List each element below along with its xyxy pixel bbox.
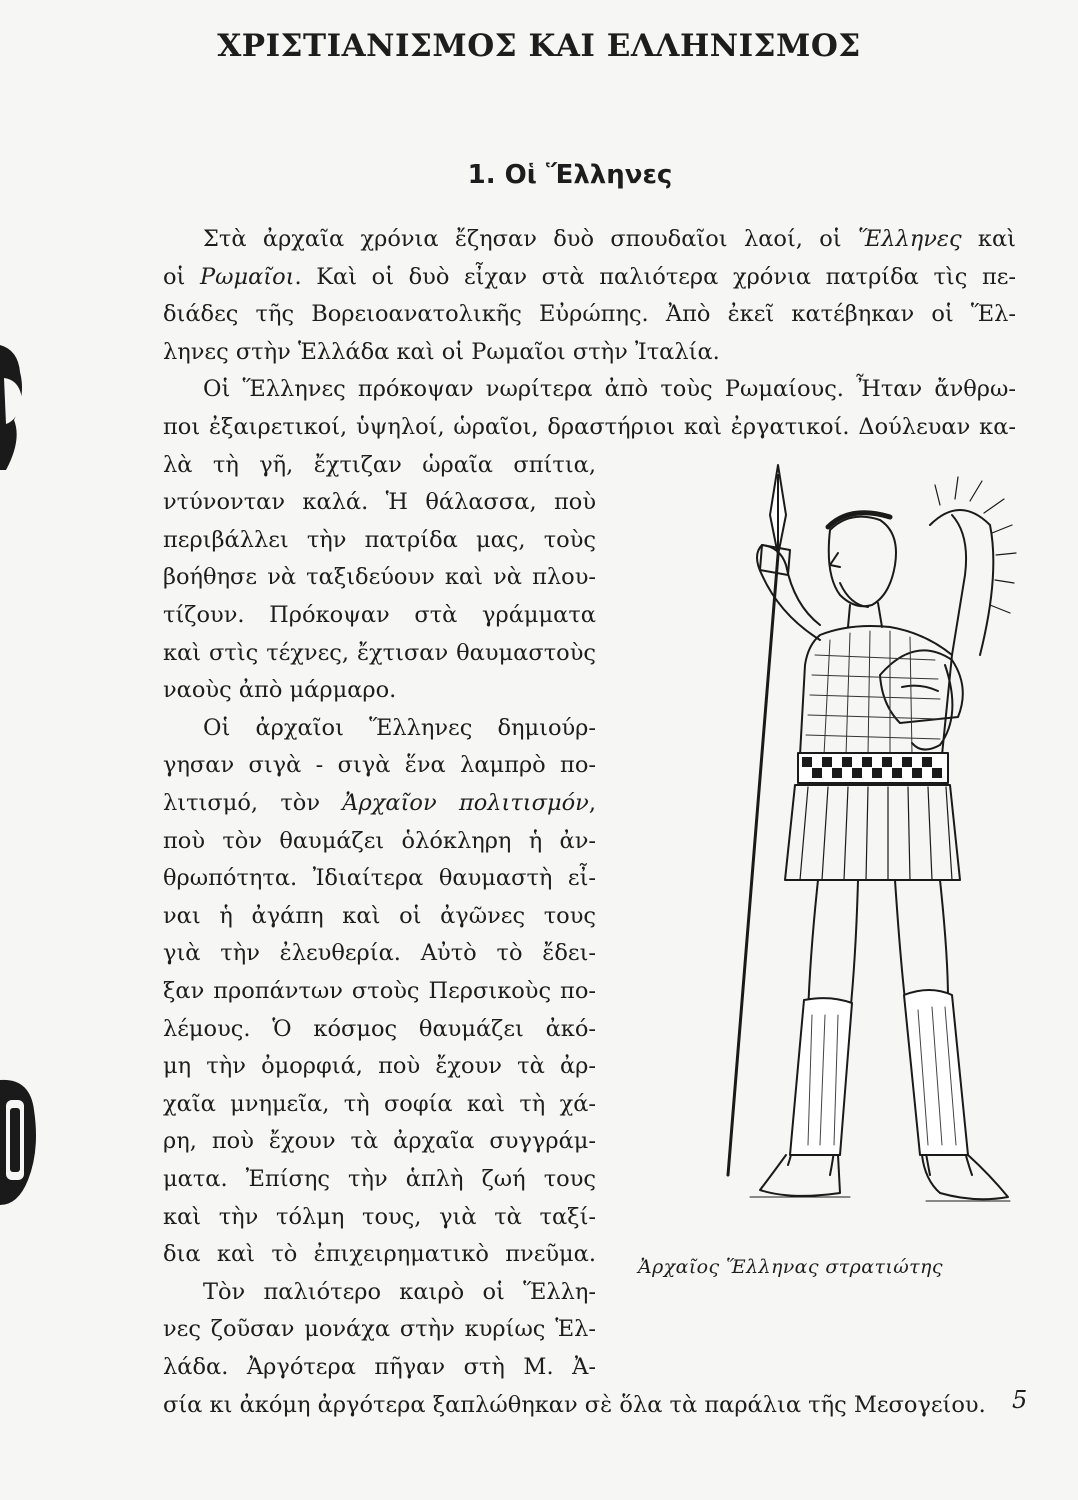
text-line [163, 600, 596, 630]
text-segment: λιτισμό, τὸν [163, 790, 343, 816]
text-segment: δια καὶ τὸ ἐπιχειρηματικὸ πνεῦμα. [163, 1241, 596, 1268]
text-segment: τίζουν. Πρόκοψαν στὰ γράμματα [163, 602, 596, 628]
text-line [163, 1390, 1016, 1420]
text-line [163, 1089, 596, 1119]
text-line [163, 1126, 596, 1156]
text-segment: καὶ τὴν τόλμη τους, γιὰ τὰ ταξί- [163, 1203, 596, 1230]
text-segment: ρη, ποὺ ἔχουν τὰ ἀρχαῖα συγγράμ- [163, 1128, 596, 1155]
text-line [163, 826, 596, 856]
text-line [203, 374, 1016, 404]
text-segment: θρωπότητα. Ἰδιαίτερα θαυμαστὴ εἶ- [163, 865, 596, 892]
text-line [163, 750, 596, 780]
text-segment: . Καὶ οἱ δυὸ εἶχαν στὰ παλιότερα χρόνια πατρίδα τὶς πε- [294, 263, 1016, 290]
text-segment: καὶ στὶς τέχνες, ἔχτισαν θαυμαστοὺς [163, 639, 596, 666]
text-line [163, 450, 596, 480]
text-segment: ποι ἐξαιρετικοί, ὑψηλοί, ὡραῖοι, δραστήριοι καὶ ἐργατικοί. Δούλευαν κα- [163, 414, 1016, 440]
text-segment: ματα. Ἐπίσης τὴν ἁπλὴ ζωή τους [163, 1166, 596, 1192]
text-segment: Οἱ Ἕλληνες πρόκοψαν νωρίτερα ἀπὸ τοὺς Ρωμαίους. Ἦταν ἄνθρω- [203, 376, 1016, 403]
text-line [163, 675, 596, 705]
text-segment: ληνες στὴν Ἑλλάδα καὶ οἱ Ρωμαῖοι στὴν Ἰταλία. [163, 338, 720, 365]
text-line [163, 638, 596, 668]
text-segment: ποὺ τὸν θαυμάζει ὁλόκληρη ἡ ἀν- [163, 827, 596, 854]
text-segment: γιὰ τὴν ἐλευθερία. Αὐτὸ τὸ ἔδει- [163, 940, 596, 967]
text-segment: Ἀρχαῖον πολιτισμόν [342, 790, 589, 816]
figure-caption: Ἀρχαῖος Ἕλληνας στρατιώτης [638, 1256, 943, 1278]
text-line [163, 1164, 596, 1194]
text-segment: λάδα. Ἀργότερα πῆγαν στὴ Μ. Ἀ- [163, 1354, 596, 1380]
text-line [163, 788, 596, 818]
text-line [203, 224, 1016, 254]
text-segment: βοήθησε νὰ ταξιδεύουν καὶ νὰ πλου- [163, 564, 596, 591]
ancient-greek-soldier-illustration [690, 455, 1020, 1235]
text-line [163, 1051, 596, 1081]
text-line [203, 1277, 596, 1307]
chapter-title: ΧΡΙΣΤΙΑΝΙΣΜΟΣ ΚΑΙ ΕΛΛΗΝΙΣΜΟΣ [217, 28, 861, 64]
text-line [163, 1202, 596, 1232]
text-line [163, 938, 596, 968]
text-segment: Οἱ ἀρχαῖοι Ἕλληνες δημιούρ- [203, 714, 596, 741]
text-line [163, 901, 596, 931]
text-segment: λέμους. Ὁ κόσμος θαυμάζει ἀκό- [163, 1015, 596, 1042]
text-segment: , [588, 790, 596, 816]
text-line [163, 337, 1016, 367]
text-segment: γησαν σιγὰ - σιγὰ ἕνα λαμπρὸ πο- [163, 752, 596, 779]
text-line [163, 525, 596, 555]
text-line [163, 487, 596, 517]
text-line [163, 412, 1016, 442]
text-line [163, 863, 596, 893]
text-segment: ναι ἡ ἀγάπη καὶ οἱ ἀγῶνες τους [163, 902, 596, 929]
text-line [163, 562, 596, 592]
text-segment: καὶ [961, 226, 1017, 252]
binding-marks [0, 0, 38, 1500]
text-line [163, 1239, 596, 1269]
page-number: 5 [1012, 1386, 1028, 1414]
text-segment: Ἕλληνες [857, 226, 962, 252]
text-line [163, 262, 1016, 292]
text-segment: διάδες τῆς Βορειοανατολικῆς Εὐρώπης. Ἀπὸ ἐκεῖ κατέβηκαν οἱ Ἕλ- [163, 301, 1016, 328]
section-title: 1. Οἱ Ἕλληνες [467, 160, 673, 190]
text-segment: νες ζοῦσαν μονάχα στὴν κυρίως Ἑλ- [163, 1316, 596, 1343]
text-segment: λὰ τὴ γῆ, ἔχτιζαν ὡραῖα σπίτια, [163, 451, 596, 478]
text-line [163, 976, 596, 1006]
text-segment: χαῖα μνημεῖα, τὴ σοφία καὶ τὴ χά- [163, 1090, 596, 1117]
text-line [163, 1352, 596, 1382]
text-segment: ναοὺς ἀπὸ μάρμαρο. [163, 677, 397, 704]
text-segment: οἱ [163, 263, 200, 290]
text-segment: μη τὴν ὀμορφιά, ποὺ ἔχουν τὰ ἀρ- [163, 1053, 596, 1080]
text-line [203, 713, 596, 743]
text-segment: περιβάλλει τὴν πατρίδα μας, τοὺς [163, 526, 596, 553]
text-segment: Τὸν παλιότερο καιρὸ οἱ Ἕλλη- [203, 1278, 596, 1305]
text-segment: Στὰ ἀρχαῖα χρόνια ἔζησαν δυὸ σπουδαῖοι λαοί, οἱ [203, 226, 858, 252]
text-line [163, 1314, 596, 1344]
text-line [163, 1014, 596, 1044]
text-segment: ντύνονταν καλά. Ἡ θάλασσα, ποὺ [163, 489, 596, 516]
text-segment: ξαν προπάντων στοὺς Περσικοὺς πο- [163, 978, 596, 1004]
text-segment: Ρωμαῖοι [199, 263, 295, 290]
text-line [163, 299, 1016, 329]
text-segment: σία κι ἀκόμη ἀργότερα ξαπλώθηκαν σὲ ὅλα τὰ παράλια τῆς Μεσογείου. [163, 1391, 986, 1418]
